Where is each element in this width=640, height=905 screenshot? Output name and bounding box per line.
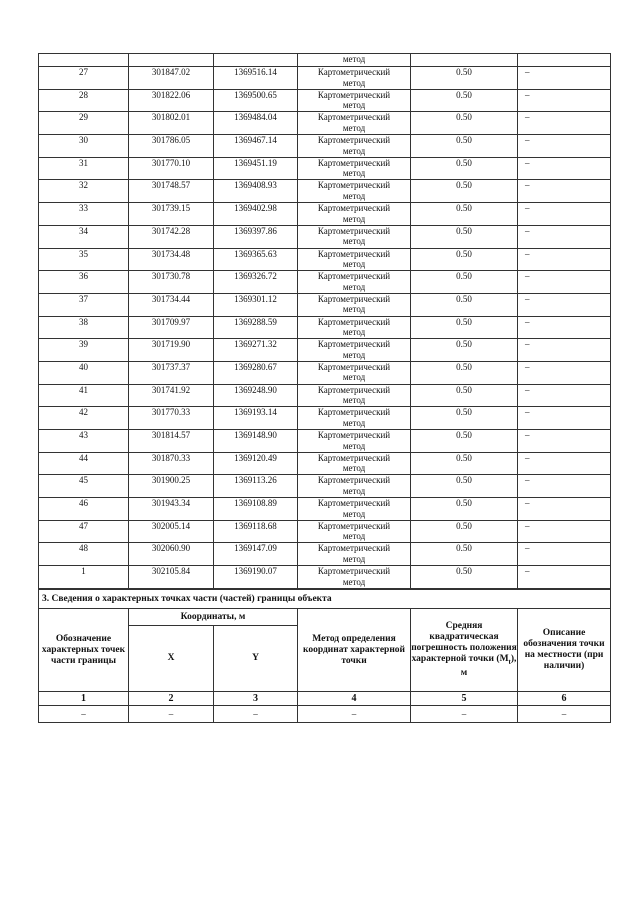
- table-row: [39, 452, 611, 475]
- coord-x-cell: 301770.10: [129, 157, 214, 180]
- point-number-cell: 45: [39, 475, 129, 498]
- section-title: 3. Сведения о характерных точках части (частей) границы объекта: [39, 590, 611, 609]
- method-line1: Картометрический: [317, 248, 391, 259]
- description-cell: –: [518, 543, 611, 566]
- table-row: [39, 407, 611, 430]
- method-cell: [298, 157, 411, 180]
- coord-x-cell: 302005.14: [129, 520, 214, 543]
- coord-y-cell: 1369326.72: [214, 271, 298, 294]
- point-number-cell: 28: [39, 89, 129, 112]
- method-line2: метод: [342, 327, 366, 338]
- coord-x-cell: 301786.05: [129, 135, 214, 158]
- method-cell: [298, 293, 411, 316]
- method-cell: [298, 384, 411, 407]
- coord-x-cell: 301900.25: [129, 475, 214, 498]
- coord-x-cell: 301770.33: [129, 407, 214, 430]
- method-cell: [298, 566, 411, 589]
- method-cell: [298, 271, 411, 294]
- table-row: [39, 112, 611, 135]
- point-number-cell: 40: [39, 361, 129, 384]
- method-line2: метод: [342, 440, 366, 451]
- description-cell: –: [518, 225, 611, 248]
- method-cell: [298, 135, 411, 158]
- coord-y-cell: 1369120.49: [214, 452, 298, 475]
- coord-x-cell: 301719.90: [129, 339, 214, 362]
- coord-y-cell: 1369516.14: [214, 67, 298, 90]
- table-row: [39, 271, 611, 294]
- description-cell: –: [518, 180, 611, 203]
- method-cell: [298, 112, 411, 135]
- point-number-cell: 37: [39, 293, 129, 316]
- coord-y-cell: 1369147.09: [214, 543, 298, 566]
- coord-x-cell: 301870.33: [129, 452, 214, 475]
- method-line1: Картометрический: [317, 475, 391, 486]
- error-value-cell: 0.50: [411, 203, 518, 226]
- method-line2: метод: [342, 236, 366, 247]
- error-value-cell: 0.50: [411, 452, 518, 475]
- coord-y-cell: 1369288.59: [214, 316, 298, 339]
- error-value-cell: 0.50: [411, 475, 518, 498]
- coord-y-cell: 1369365.63: [214, 248, 298, 271]
- method-line1: Картометрический: [317, 316, 391, 327]
- method-cell: [298, 203, 411, 226]
- method-line1: Картометрический: [317, 157, 391, 168]
- error-value-cell: 0.50: [411, 271, 518, 294]
- error-value-cell: 0.50: [411, 135, 518, 158]
- method-line2: метод: [342, 485, 366, 496]
- method-line2: метод: [342, 100, 366, 111]
- table-row: [39, 384, 611, 407]
- table-row: [39, 157, 611, 180]
- method-cell: [298, 361, 411, 384]
- error-value-cell: 0.50: [411, 520, 518, 543]
- error-value-cell: 0.50: [411, 361, 518, 384]
- method-cell: [298, 520, 411, 543]
- table-row: [39, 135, 611, 158]
- coord-y-cell: 1369148.90: [214, 430, 298, 453]
- method-line2: метод: [342, 508, 366, 519]
- method-line2: метод: [342, 145, 366, 156]
- method-cell: [298, 316, 411, 339]
- description-cell: –: [518, 475, 611, 498]
- method-line1: Картометрический: [317, 180, 391, 191]
- error-value-cell: 0.50: [411, 293, 518, 316]
- description-cell: –: [518, 498, 611, 521]
- error-value-cell: 0.50: [411, 407, 518, 430]
- method-line2: метод: [342, 304, 366, 315]
- method-line2: метод: [342, 77, 366, 88]
- method-line2: метод: [342, 190, 366, 201]
- coord-y-cell: 1369402.98: [214, 203, 298, 226]
- point-number-cell: 27: [39, 67, 129, 90]
- coord-x-cell: 301737.37: [129, 361, 214, 384]
- col-desc-header: Описание обозначения точки на местности (при наличии): [518, 609, 611, 692]
- coord-x-cell: 301943.34: [129, 498, 214, 521]
- point-number-cell: 38: [39, 316, 129, 339]
- coordinates-table: [38, 53, 611, 589]
- point-number-cell: 42: [39, 407, 129, 430]
- method-cell: [298, 407, 411, 430]
- method-cell: [298, 430, 411, 453]
- table-row: [39, 89, 611, 112]
- column-numbers-row: 1 2 3 4 5 6: [39, 692, 611, 706]
- method-line1: Картометрический: [317, 293, 391, 304]
- error-value-cell: 0.50: [411, 248, 518, 271]
- description-cell: –: [518, 203, 611, 226]
- error-value-cell: 0.50: [411, 498, 518, 521]
- method-cell: [298, 339, 411, 362]
- description-cell: –: [518, 430, 611, 453]
- point-number-cell: 47: [39, 520, 129, 543]
- method-cell: [298, 89, 411, 112]
- coord-x-cell: 302060.90: [129, 543, 214, 566]
- table-row: [39, 520, 611, 543]
- col-designation-header: Обозначение характерных точек части границы: [39, 609, 129, 692]
- col-method-header: Метод определения координат характерной точки: [298, 609, 411, 692]
- method-line1: Картометрический: [317, 520, 391, 531]
- method-line1: Картометрический: [317, 271, 391, 282]
- point-number-cell: 29: [39, 112, 129, 135]
- table-row: [39, 54, 611, 67]
- method-line1: Картометрический: [317, 498, 391, 509]
- description-cell: –: [518, 384, 611, 407]
- error-value-cell: 0.50: [411, 543, 518, 566]
- table-row: [39, 225, 611, 248]
- method-line1: Картометрический: [317, 89, 391, 100]
- table-row: [39, 430, 611, 453]
- coord-y-cell: 1369271.32: [214, 339, 298, 362]
- point-number-cell: 39: [39, 339, 129, 362]
- method-cell: [298, 225, 411, 248]
- method-line2: метод: [342, 463, 366, 474]
- error-value-cell: 0.50: [411, 339, 518, 362]
- method-cell: [298, 180, 411, 203]
- method-cell: [298, 543, 411, 566]
- method-line2: метод: [342, 259, 366, 269]
- point-number-cell: 46: [39, 498, 129, 521]
- method-line2: метод: [342, 168, 366, 179]
- error-value-cell: 0.50: [411, 157, 518, 180]
- error-value-cell: 0.50: [411, 566, 518, 589]
- description-cell: –: [518, 112, 611, 135]
- method-line2: метод: [342, 395, 366, 406]
- method-line2: метод: [342, 417, 366, 428]
- point-number-cell: 44: [39, 452, 129, 475]
- method-line1: Картометрический: [317, 67, 391, 77]
- description-cell: –: [518, 248, 611, 271]
- col-y-header: Y: [214, 626, 298, 692]
- coord-x-cell: 301822.06: [129, 89, 214, 112]
- col-coords-header: Координаты, м: [129, 609, 298, 626]
- coord-y-cell: 1369408.93: [214, 180, 298, 203]
- coord-y-cell: 1369484.04: [214, 112, 298, 135]
- error-value-cell: 0.50: [411, 67, 518, 90]
- method-cell: метод: [298, 54, 411, 67]
- method-line1: Картометрический: [317, 384, 391, 395]
- coord-y-cell: 1369500.65: [214, 89, 298, 112]
- point-number-cell: 33: [39, 203, 129, 226]
- method-line1: Картометрический: [317, 361, 391, 372]
- point-number-cell: 32: [39, 180, 129, 203]
- method-line1: Картометрический: [317, 566, 391, 577]
- method-line2: метод: [342, 122, 366, 133]
- method-line1: Картометрический: [317, 543, 391, 554]
- description-cell: –: [518, 316, 611, 339]
- description-cell: –: [518, 407, 611, 430]
- coord-y-cell: 1369280.67: [214, 361, 298, 384]
- coord-x-cell: 302105.84: [129, 566, 214, 589]
- description-cell: –: [518, 293, 611, 316]
- coord-x-cell: 301734.48: [129, 248, 214, 271]
- method-line2: метод: [342, 349, 366, 360]
- method-line2: метод: [342, 281, 366, 292]
- description-cell: –: [518, 157, 611, 180]
- method-line1: Картометрический: [317, 339, 391, 350]
- error-value-cell: 0.50: [411, 384, 518, 407]
- coord-x-cell: 301802.01: [129, 112, 214, 135]
- description-cell: –: [518, 271, 611, 294]
- method-line1: Картометрический: [317, 225, 391, 236]
- point-number-cell: 34: [39, 225, 129, 248]
- point-number-cell: 31: [39, 157, 129, 180]
- error-value-cell: 0.50: [411, 112, 518, 135]
- coord-x-cell: 301739.15: [129, 203, 214, 226]
- coord-y-cell: 1369113.26: [214, 475, 298, 498]
- method-line2: метод: [342, 576, 366, 587]
- coord-x-cell: 301748.57: [129, 180, 214, 203]
- col-error-header: Средняя квадратическая погрешность положения характерной точки $(M_t)$, м: [411, 609, 518, 692]
- table-row: [39, 361, 611, 384]
- table-row: [39, 293, 611, 316]
- table-row: [39, 543, 611, 566]
- error-value-cell: 0.50: [411, 430, 518, 453]
- method-line1: Картометрический: [317, 203, 391, 214]
- method-line2: метод: [342, 553, 366, 564]
- table-row: [39, 248, 611, 271]
- point-number-cell: 48: [39, 543, 129, 566]
- description-cell: –: [518, 67, 611, 90]
- method-cell: [298, 452, 411, 475]
- method-cell: [298, 248, 411, 271]
- method-line1: Картометрический: [317, 112, 391, 123]
- coord-y-cell: 1369108.89: [214, 498, 298, 521]
- method-cell: [298, 67, 411, 90]
- col-x-header: X: [129, 626, 214, 692]
- error-value-cell: 0.50: [411, 180, 518, 203]
- method-line1: Картометрический: [317, 430, 391, 440]
- description-cell: –: [518, 135, 611, 158]
- method-line2: метод: [342, 372, 366, 383]
- coord-x-cell: 301709.97: [129, 316, 214, 339]
- point-number-cell: 35: [39, 248, 129, 271]
- description-cell: –: [518, 452, 611, 475]
- method-line1: Картометрический: [317, 407, 391, 418]
- coord-y-cell: 1369397.86: [214, 225, 298, 248]
- point-number-cell: 41: [39, 384, 129, 407]
- coord-y-cell: 1369118.68: [214, 520, 298, 543]
- coord-y-cell: 1369193.14: [214, 407, 298, 430]
- table-row: [39, 475, 611, 498]
- method-line1: Картометрический: [317, 135, 391, 146]
- point-number-cell: 43: [39, 430, 129, 453]
- coord-x-cell: 301734.44: [129, 293, 214, 316]
- point-number-cell: 30: [39, 135, 129, 158]
- description-cell: –: [518, 89, 611, 112]
- coord-x-cell: 301814.57: [129, 430, 214, 453]
- coord-y-cell: 1369467.14: [214, 135, 298, 158]
- table-row: [39, 339, 611, 362]
- table-row: [39, 566, 611, 589]
- coord-y-cell: 1369301.12: [214, 293, 298, 316]
- description-cell: –: [518, 520, 611, 543]
- method-cell: [298, 498, 411, 521]
- error-value-cell: 0.50: [411, 89, 518, 112]
- coord-x-cell: 301742.28: [129, 225, 214, 248]
- table-row: [39, 67, 611, 90]
- description-cell: –: [518, 339, 611, 362]
- table-row: [39, 180, 611, 203]
- point-number-cell: 36: [39, 271, 129, 294]
- table-row: [39, 498, 611, 521]
- description-cell: –: [518, 566, 611, 589]
- coord-x-cell: 301741.92: [129, 384, 214, 407]
- method-line1: Картометрический: [317, 452, 391, 463]
- description-cell: –: [518, 361, 611, 384]
- coord-x-cell: 301847.02: [129, 67, 214, 90]
- method-line2: метод: [342, 213, 366, 224]
- coord-y-cell: 1369190.07: [214, 566, 298, 589]
- table-row: [39, 203, 611, 226]
- point-number-cell: 1: [39, 566, 129, 589]
- method-cell: [298, 475, 411, 498]
- error-value-cell: 0.50: [411, 225, 518, 248]
- coord-x-cell: 301730.78: [129, 271, 214, 294]
- method-line2: метод: [342, 531, 366, 542]
- coord-y-cell: 1369248.90: [214, 384, 298, 407]
- section3-table: [38, 589, 611, 723]
- empty-row: – – – – – –: [39, 706, 611, 723]
- table-row: [39, 316, 611, 339]
- error-value-cell: 0.50: [411, 316, 518, 339]
- coord-y-cell: 1369451.19: [214, 157, 298, 180]
